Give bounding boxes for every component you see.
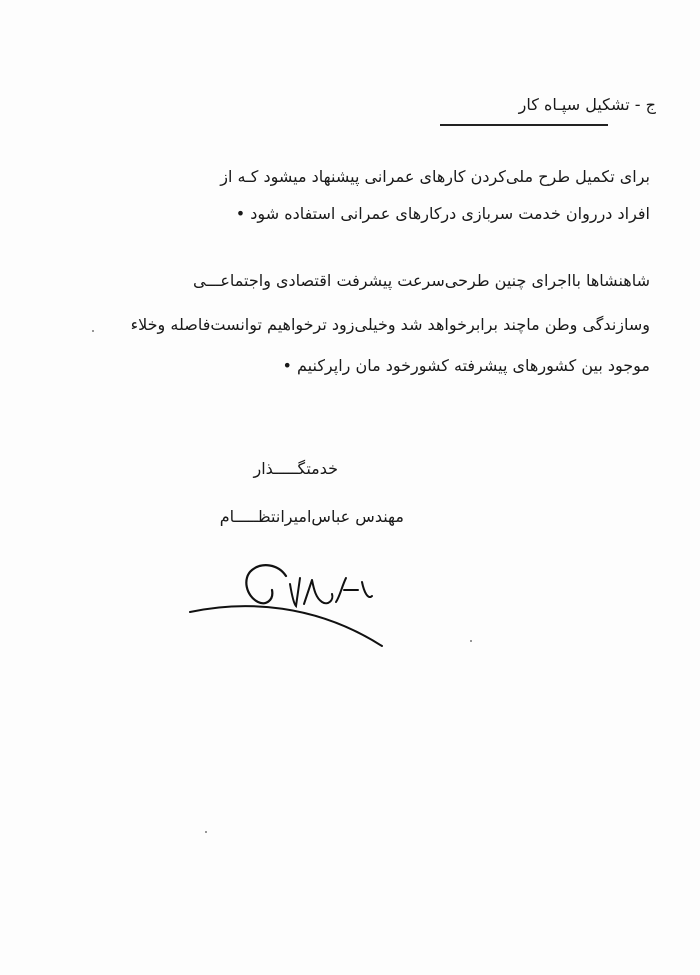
paper-speck <box>92 330 94 332</box>
heading-underline <box>440 124 608 126</box>
paper-speck <box>205 831 207 833</box>
paragraph-1-line-2: افراد درروان خدمت سربازی درکارهای عمرانی استفاده شود • <box>235 204 650 223</box>
handwritten-signature <box>186 556 386 656</box>
paragraph-2-line-1: شاهنشاها بااجرای چنین طرحی‌سرعت پیشرفت اقتصادی واجتماعـــی <box>192 271 650 290</box>
closing-word: خدمتگـــــذار <box>253 459 338 478</box>
paragraph-1-line-1: برای تکمیل طرح ملی‌کردن کارهای عمرانی پیشنهاد میشود کـه از <box>220 167 650 186</box>
paragraph-2-line-3: موجود بین کشورهای پیشرفته کشورخود مان راپرکنیم • <box>282 356 650 375</box>
section-heading: ج - تشکیل سپـاه کار <box>518 95 656 114</box>
signatory-name: مهندس عباس‌امیرانتظـــــام <box>219 507 404 526</box>
paragraph-2-line-2: وسازندگی وطن ماچند برابرخواهد شد وخیلی‌زود ترخواهیم توانست‌فاصله وخلاء <box>130 315 650 334</box>
paper-speck <box>470 640 472 642</box>
